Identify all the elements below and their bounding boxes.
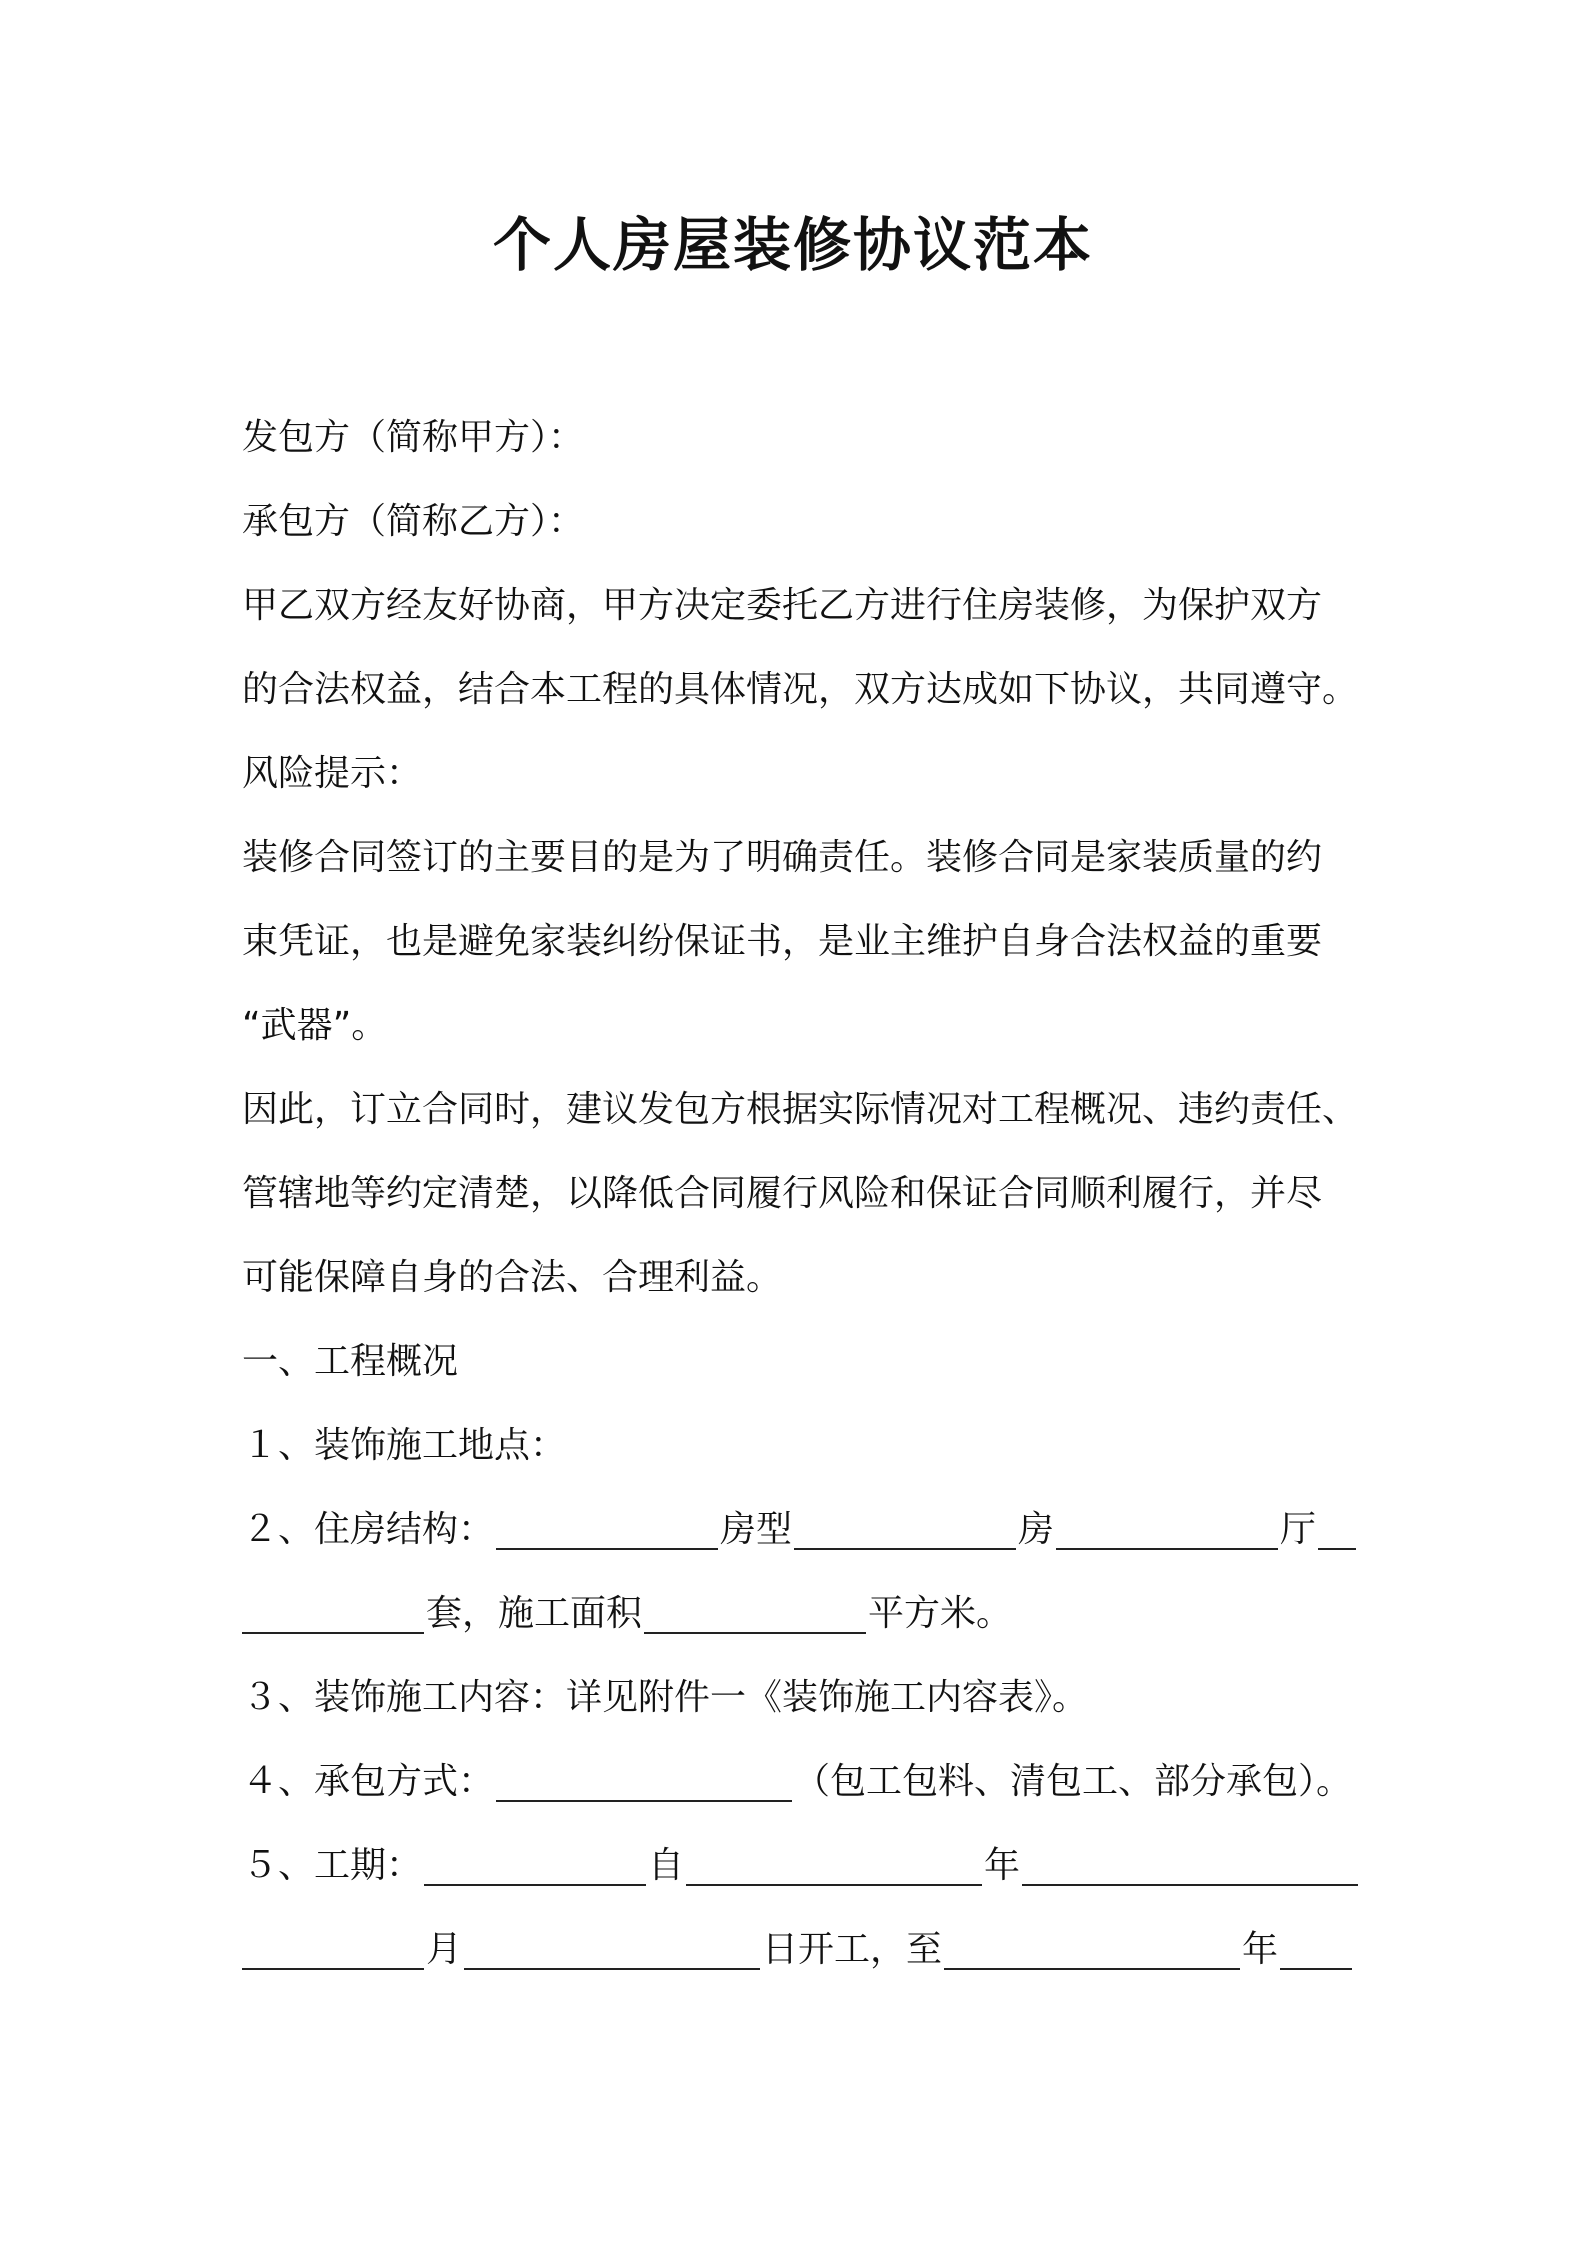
intro-line-2: 的合法权益，结合本工程的具体情况，双方达成如下协议，共同遵守。 (242, 669, 1359, 710)
end-year-label: 年 (1242, 1929, 1279, 1970)
risk-paragraph-2-line-1: 因此，订立合同时，建议发包方根据实际情况对工程概况、违约责任、 (242, 1089, 1359, 1130)
suites-blank[interactable] (242, 1598, 424, 1634)
item-5-construction-period-line-2 (242, 1920, 1354, 1980)
start-year-label: 年 (984, 1845, 1021, 1886)
item-5-construction-period-line-1 (242, 1836, 1360, 1896)
halls-blank[interactable] (1056, 1514, 1278, 1550)
area-blank[interactable] (644, 1598, 866, 1634)
start-day-blank[interactable] (464, 1934, 760, 1970)
item-4-contracting-method (242, 1752, 1352, 1812)
party-b-line: 承包方（简称乙方）： (242, 501, 585, 542)
item-5-label: ５、工期： (242, 1845, 423, 1886)
suites-blank-start[interactable] (1318, 1514, 1356, 1550)
end-year-blank[interactable] (944, 1934, 1240, 1970)
intro-line-1: 甲乙双方经友好协商，甲方决定委托乙方进行住房装修，为保护双方 (242, 585, 1323, 626)
start-month-blank[interactable] (242, 1934, 424, 1970)
risk-paragraph-1-line-2: 束凭证，也是避免家装纠纷保证书，是业主维护自身合法权益的重要 (242, 921, 1323, 962)
area-unit: 平方米。 (868, 1593, 1013, 1634)
item-2-housing-structure-line-1 (242, 1500, 1358, 1560)
item-2-housing-structure-line-2 (242, 1584, 1012, 1644)
start-year-blank[interactable] (686, 1850, 982, 1886)
house-type-blank[interactable] (496, 1514, 718, 1550)
risk-paragraph-1-line-1: 装修合同签订的主要目的是为了明确责任。装修合同是家装质量的约 (242, 837, 1323, 878)
party-a-line: 发包方（简称甲方）： (242, 417, 585, 458)
contracting-method-options: （包工包料、清包工、部分承包）。 (794, 1761, 1353, 1802)
house-type-label: 房型 (720, 1509, 793, 1550)
rooms-label: 房 (1018, 1509, 1055, 1550)
item-1-construction-site: １、装饰施工地点： (242, 1425, 567, 1466)
item-2-label: ２、住房结构： (242, 1509, 495, 1550)
item-3-construction-content: ３、装饰施工内容：详见附件一《装饰施工内容表》。 (242, 1677, 1089, 1718)
suites-area-label: 套，施工面积 (426, 1593, 643, 1634)
risk-paragraph-2-line-2: 管辖地等约定清楚，以降低合同履行风险和保证合同顺利履行，并尽 (242, 1173, 1323, 1214)
end-month-blank-start[interactable] (1280, 1934, 1352, 1970)
start-day-to-label: 日开工，至 (762, 1929, 943, 1970)
rooms-blank[interactable] (794, 1514, 1016, 1550)
from-label: 自 (648, 1845, 685, 1886)
risk-paragraph-1-line-3: “武器”。 (242, 1005, 388, 1046)
document-title: 个人房屋装修协议范本 (492, 211, 1093, 279)
start-month-blank-start[interactable] (1022, 1850, 1358, 1886)
section-1-heading: 一、工程概况 (242, 1341, 459, 1382)
period-blank[interactable] (424, 1850, 646, 1886)
halls-label: 厅 (1280, 1509, 1317, 1550)
start-month-label: 月 (426, 1929, 463, 1970)
contracting-method-blank[interactable] (496, 1766, 792, 1802)
risk-paragraph-2-line-3: 可能保障自身的合法、合理利益。 (242, 1257, 783, 1298)
item-4-label: ４、承包方式： (242, 1761, 495, 1802)
risk-heading: 风险提示： (242, 753, 423, 794)
